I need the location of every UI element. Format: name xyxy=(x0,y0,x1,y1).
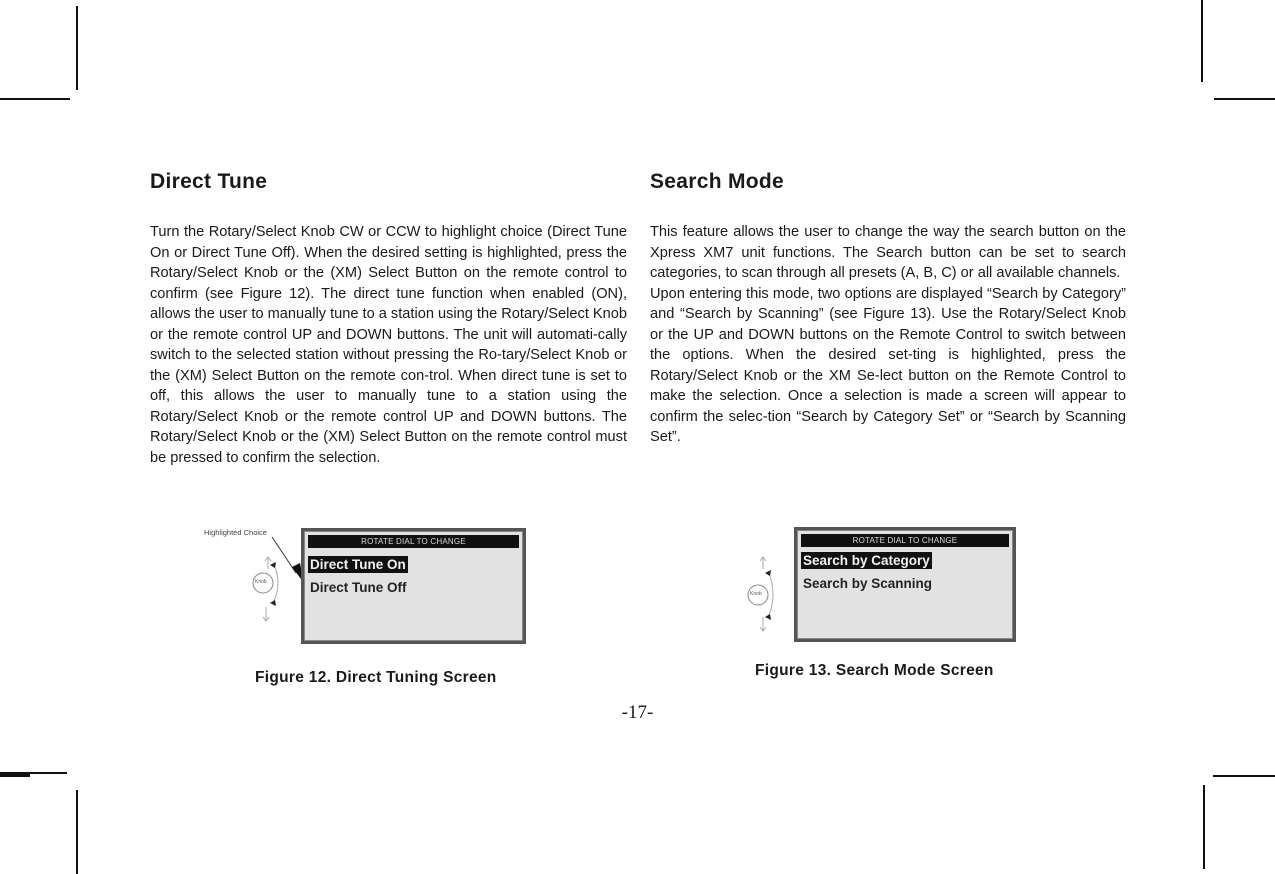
figure-13 xyxy=(740,525,1040,695)
crop-mark xyxy=(76,6,78,90)
option-search-by-category[interactable]: Search by Category xyxy=(803,553,930,568)
crop-mark xyxy=(1213,775,1275,777)
search-mode-body xyxy=(650,222,1126,448)
search-mode-screen xyxy=(794,527,1016,642)
crop-mark xyxy=(76,790,78,874)
direct-tune-body xyxy=(150,222,627,468)
crop-mark xyxy=(1201,0,1203,82)
search-mode-paragraph: This feature allows the user to change the way the search button on the Xpress XM7 unit functions. The Search button can be set to search categories, to scan through all presets (A, B, C) or all available channels. xyxy=(650,224,1126,281)
search-mode-heading: Search Mode xyxy=(650,170,785,193)
rotary-knob-icon xyxy=(248,555,288,625)
rotary-knob xyxy=(743,555,783,635)
figure-13-caption: Figure 13. Search Mode Screen xyxy=(755,662,994,679)
screen-header: ROTATE DIAL TO CHANGE xyxy=(801,534,1009,547)
page-number: -17- xyxy=(621,702,654,723)
highlighted-choice-label: Highlighted Choice xyxy=(204,528,267,537)
option-direct-tune-on[interactable]: Direct Tune On xyxy=(310,557,406,572)
direct-tune-heading: Direct Tune xyxy=(150,170,268,193)
rotary-knob-icon xyxy=(743,555,783,635)
option-direct-tune-off[interactable]: Direct Tune Off xyxy=(310,580,407,595)
direct-tune-paragraph: Turn the Rotary/Select Knob CW or CCW to highlight choice (Direct Tune On or Direct Tune Off). When the desired setting is highlighted, press the Rotary/Select Knob or the (XM) Select Button on the remote control to confirm (see Figure 12). The direct tune function when enabled (ON), allows the user to manually tune to a station using the Rotary/Select Knob or the remote control UP and DOWN buttons. The unit will automati-cally switch to the selected station without pressing the Ro-tary/Select Knob or the (XM) Select Button on the remote con-trol. When direct tune is set to off, this allows the user to manually tune to a station using the Rotary/Select Knob or the remote control UP and DOWN buttons. The Rotary/Select Knob or the (XM) Select Button on the remote control must be pressed to confirm the selection. xyxy=(150,224,628,466)
option-search-by-scanning[interactable]: Search by Scanning xyxy=(803,576,933,591)
screen-header: ROTATE DIAL TO CHANGE xyxy=(308,535,519,548)
rotary-knob xyxy=(248,555,288,625)
figure-12-caption: Figure 12. Direct Tuning Screen xyxy=(255,669,497,686)
crop-mark xyxy=(0,98,70,100)
knob-label: Knob xyxy=(750,591,762,597)
figure-12 xyxy=(200,525,530,695)
crop-mark xyxy=(1203,785,1205,869)
direct-tune-screen xyxy=(301,528,526,644)
search-mode-paragraph: Upon entering this mode, two options are displayed “Search by Category” and “Search by Scanning” (see Figure 13). Use the Rotary/Select Knob or the UP and DOWN buttons on the Remote Control to switch between the options. When the desired set-ting is highlighted, press the Rotary/Select Knob or the XM Se-lect button on the Remote Control to make the selection. Once a selection is made a screen will appear to confirm the selec-tion “Search by Category Set” or “Search by Scanning Set”. xyxy=(650,285,1126,445)
crop-mark xyxy=(0,774,30,777)
knob-label: Knob xyxy=(255,579,267,585)
crop-mark xyxy=(1214,98,1275,100)
